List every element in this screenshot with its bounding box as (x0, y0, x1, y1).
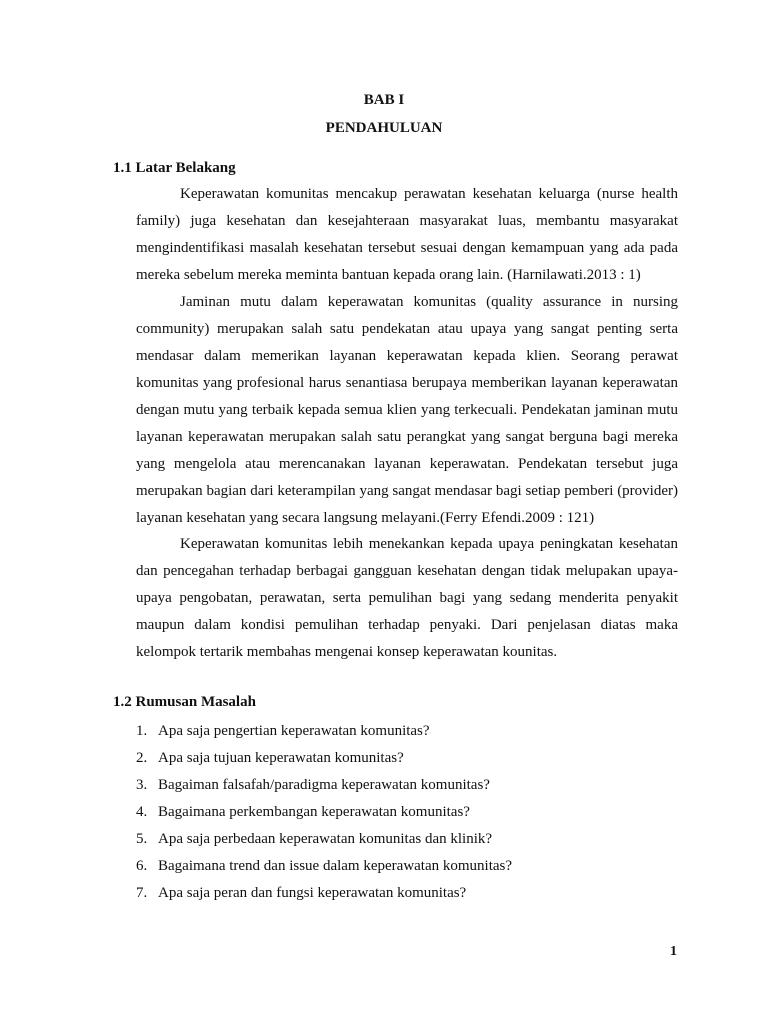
list-item: 7. Apa saja peran dan fungsi keperawatan komunitas? (136, 885, 467, 901)
chapter-label: BAB I (363, 92, 405, 108)
list-item: 4. Bagaimana perkembangan keperawatan komunitas? (136, 804, 470, 820)
chapter-title: PENDAHULUAN (325, 120, 443, 136)
problem-list (136, 718, 678, 907)
paragraph-3: Keperawatan komunitas lebih menekankan kepada upaya peningkatan kesehatan dan pencegahan terhadap berbagai gangguan kesehatan dengan tidak melupakan upaya-upaya pengobatan, perawatan, serta pemulihan bagi yang sedang menderita penyakit maupun dalam kondisi pemulihan terhadap penyaki. Dari penjelasan diatas maka kelompok tertarik membahas mengenai konsep keperawatan kounitas. (136, 536, 678, 660)
paragraph-1: Keperawatan komunitas mencakup perawatan kesehatan keluarga (nurse health family) juga kesehatan dan kesejahteraan masyarakat luas, membantu masyarakat mengindentifikasi masalah kesehatan tersebut sesuai dengan kemampuan yang ada pada mereka sebelum mereka meminta bantuan kepada orang lain. (Harnilawati.2013 : 1) (136, 186, 678, 283)
list-item: 6. Bagaimana trend dan issue dalam keperawatan komunitas? (136, 858, 513, 874)
list-item: 5. Apa saja perbedaan keperawatan komunitas dan klinik? (136, 831, 493, 847)
list-item: 1. Apa saja pengertian keperawatan komunitas? (136, 723, 430, 739)
page-number: 1 (670, 944, 677, 959)
list-item: 2. Apa saja tujuan keperawatan komunitas? (136, 750, 404, 766)
list-item: 3. Bagaiman falsafah/paradigma keperawatan komunitas? (136, 777, 490, 793)
section-heading-rumusan-masalah: 1.2 Rumusan Masalah (113, 694, 256, 710)
paragraph-2: Jaminan mutu dalam keperawatan komunitas (quality assurance in nursing community) merupakan salah satu pendekatan atau upaya yang sangat penting serta mendasar dalam memerikan layanan keperawatan kepada klien. Seorang perawat komunitas yang profesional harus senantiasa berupaya memberikan layanan keperawatan dengan mutu yang terbaik kepada semua klien yang terkecuali. Pendekatan jaminan mutu layanan keperawatan merupakan salah satu perangkat yang sangat berguna bagi mereka yang mengelola atau merencanakan layanan keperawatan. Pendekatan tersebut juga merupakan bagian dari keterampilan yang sangat mendasar bagi setiap pemberi (provider) layanan kesehatan yang secara langsung melayani.(Ferry Efendi.2009 : 121) (136, 294, 678, 526)
section-heading-latar-belakang: 1.1 Latar Belakang (113, 160, 236, 176)
